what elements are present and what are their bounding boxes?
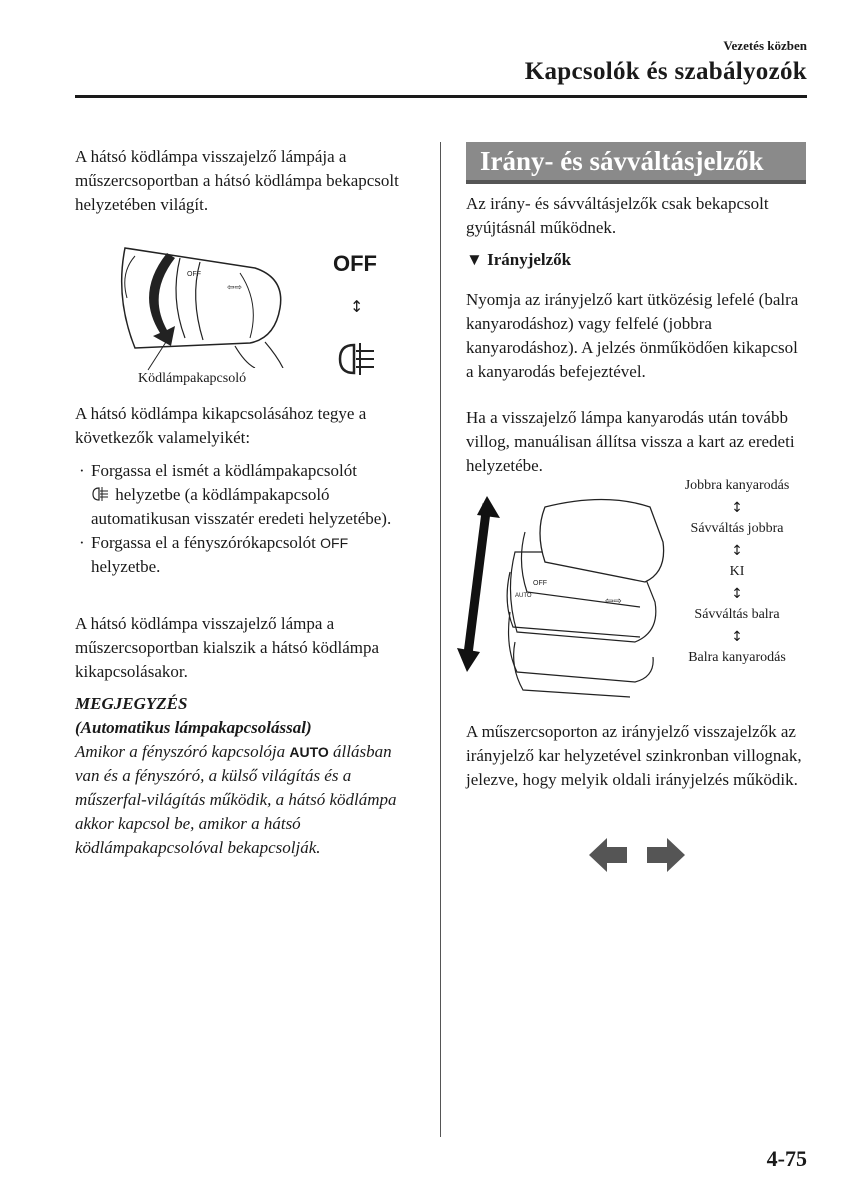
turn-lever-illustration xyxy=(455,492,670,702)
bullet-item: · Forgassa el a fényszórókapcsolót OFF helyzetbe. xyxy=(79,533,349,576)
position-arrow-icon: ↕ xyxy=(731,500,743,516)
note-subtitle: (Automatikus lámpakapcsolással) xyxy=(75,718,312,737)
lever-positions xyxy=(662,478,812,666)
position-lane-right: Sávváltás jobbra xyxy=(690,521,784,536)
right-paragraph-3: A műszercsoporton az irányjelző visszajelzők az irányjelző kar helyzetével szinkronban villognak, jelezve, hogy melyik oldali irányjelzés működik. xyxy=(466,722,802,789)
fog-switch-label: Ködlámpakapcsoló xyxy=(138,371,247,386)
svg-text:⇦⇨: ⇦⇨ xyxy=(605,596,622,607)
position-arrow-icon: ↕ xyxy=(731,543,743,559)
right-paragraph-1: Nyomja az irányjelző kart ütközésig lefelé (balra kanyarodáshoz) vagy felfelé (jobbra kanyarodáshoz). A jelzés önműködően kikapcsol a kanyarodás befejeztével. xyxy=(466,290,799,381)
svg-text:OFF: OFF xyxy=(187,271,201,278)
rear-fog-lamp-icon xyxy=(336,341,378,377)
rear-fog-lamp-icon xyxy=(91,485,111,501)
svg-text:⇦⇨: ⇦⇨ xyxy=(227,282,243,292)
svg-text:AUTO: AUTO xyxy=(515,593,532,599)
bullet-item: · Forgassa el ismét a ködlámpakapcsolót helyzetbe (a ködlámpakapcsoló automatikusan visszatér eredeti helyzetébe). xyxy=(79,461,392,528)
triangle-marker-icon: ▼ xyxy=(466,250,483,269)
column-divider xyxy=(440,142,441,1137)
position-left-turn: Balra kanyarodás xyxy=(688,650,786,665)
note-title: MEGJEGYZÉS xyxy=(75,694,188,713)
note-block xyxy=(75,692,420,860)
left-paragraph-3: A hátsó ködlámpa visszajelző lámpa a műszercsoportban kialszik a hátsó ködlámpa kikapcsolásakor. xyxy=(75,614,380,681)
page-number: 4-75 xyxy=(766,1146,807,1171)
off-label: OFF xyxy=(333,251,377,276)
section-heading: Irány- és sávváltásjelzők xyxy=(466,142,806,180)
position-right-turn: Jobbra kanyarodás xyxy=(684,478,790,493)
svg-text:OFF: OFF xyxy=(533,580,547,587)
position-arrow-icon: ↕ xyxy=(731,629,743,645)
left-arrow-icon xyxy=(589,838,627,872)
right-intro: Az irány- és sávváltásjelzők csak bekapcsolt gyújtásnál működnek. xyxy=(466,194,769,237)
position-lane-left: Sávváltás balra xyxy=(694,607,780,622)
right-paragraph-2: Ha a visszajelző lámpa kanyarodás után tovább villog, manuálisan állítsa vissza a kart az eredeti helyzetébe. xyxy=(466,408,795,475)
leader-line xyxy=(118,340,168,372)
turn-indicator-icons xyxy=(589,838,685,872)
bullet-list xyxy=(75,459,420,579)
position-off: KI xyxy=(729,564,745,579)
right-arrow-icon xyxy=(647,838,685,872)
title-rule xyxy=(75,95,807,98)
note-body: Amikor a fényszóró kapcsolója AUTO állásban van és a fényszóró, a külső világítás és a műszerfal-világítás működik, a hátsó ködlámpa akkor kapcsol be, amikor a hátsó ködlámpakapcsolóval bekapcsolják. xyxy=(75,742,397,857)
updown-arrow-icon: ↕ xyxy=(350,297,364,316)
position-arrow-icon: ↕ xyxy=(731,586,743,602)
left-paragraph-1: A hátsó ködlámpa visszajelző lámpája a műszercsoportban a hátsó ködlámpa bekapcsolt helyzetében világít. xyxy=(75,147,399,214)
left-paragraph-2: A hátsó ködlámpa kikapcsolásához tegye a következők valamelyikét: xyxy=(75,404,367,447)
sub-heading: ▼ Irányjelzők xyxy=(466,250,572,269)
page-title: Kapcsolók és szabályozók xyxy=(524,58,807,85)
section-kicker: Vezetés közben xyxy=(723,38,807,53)
